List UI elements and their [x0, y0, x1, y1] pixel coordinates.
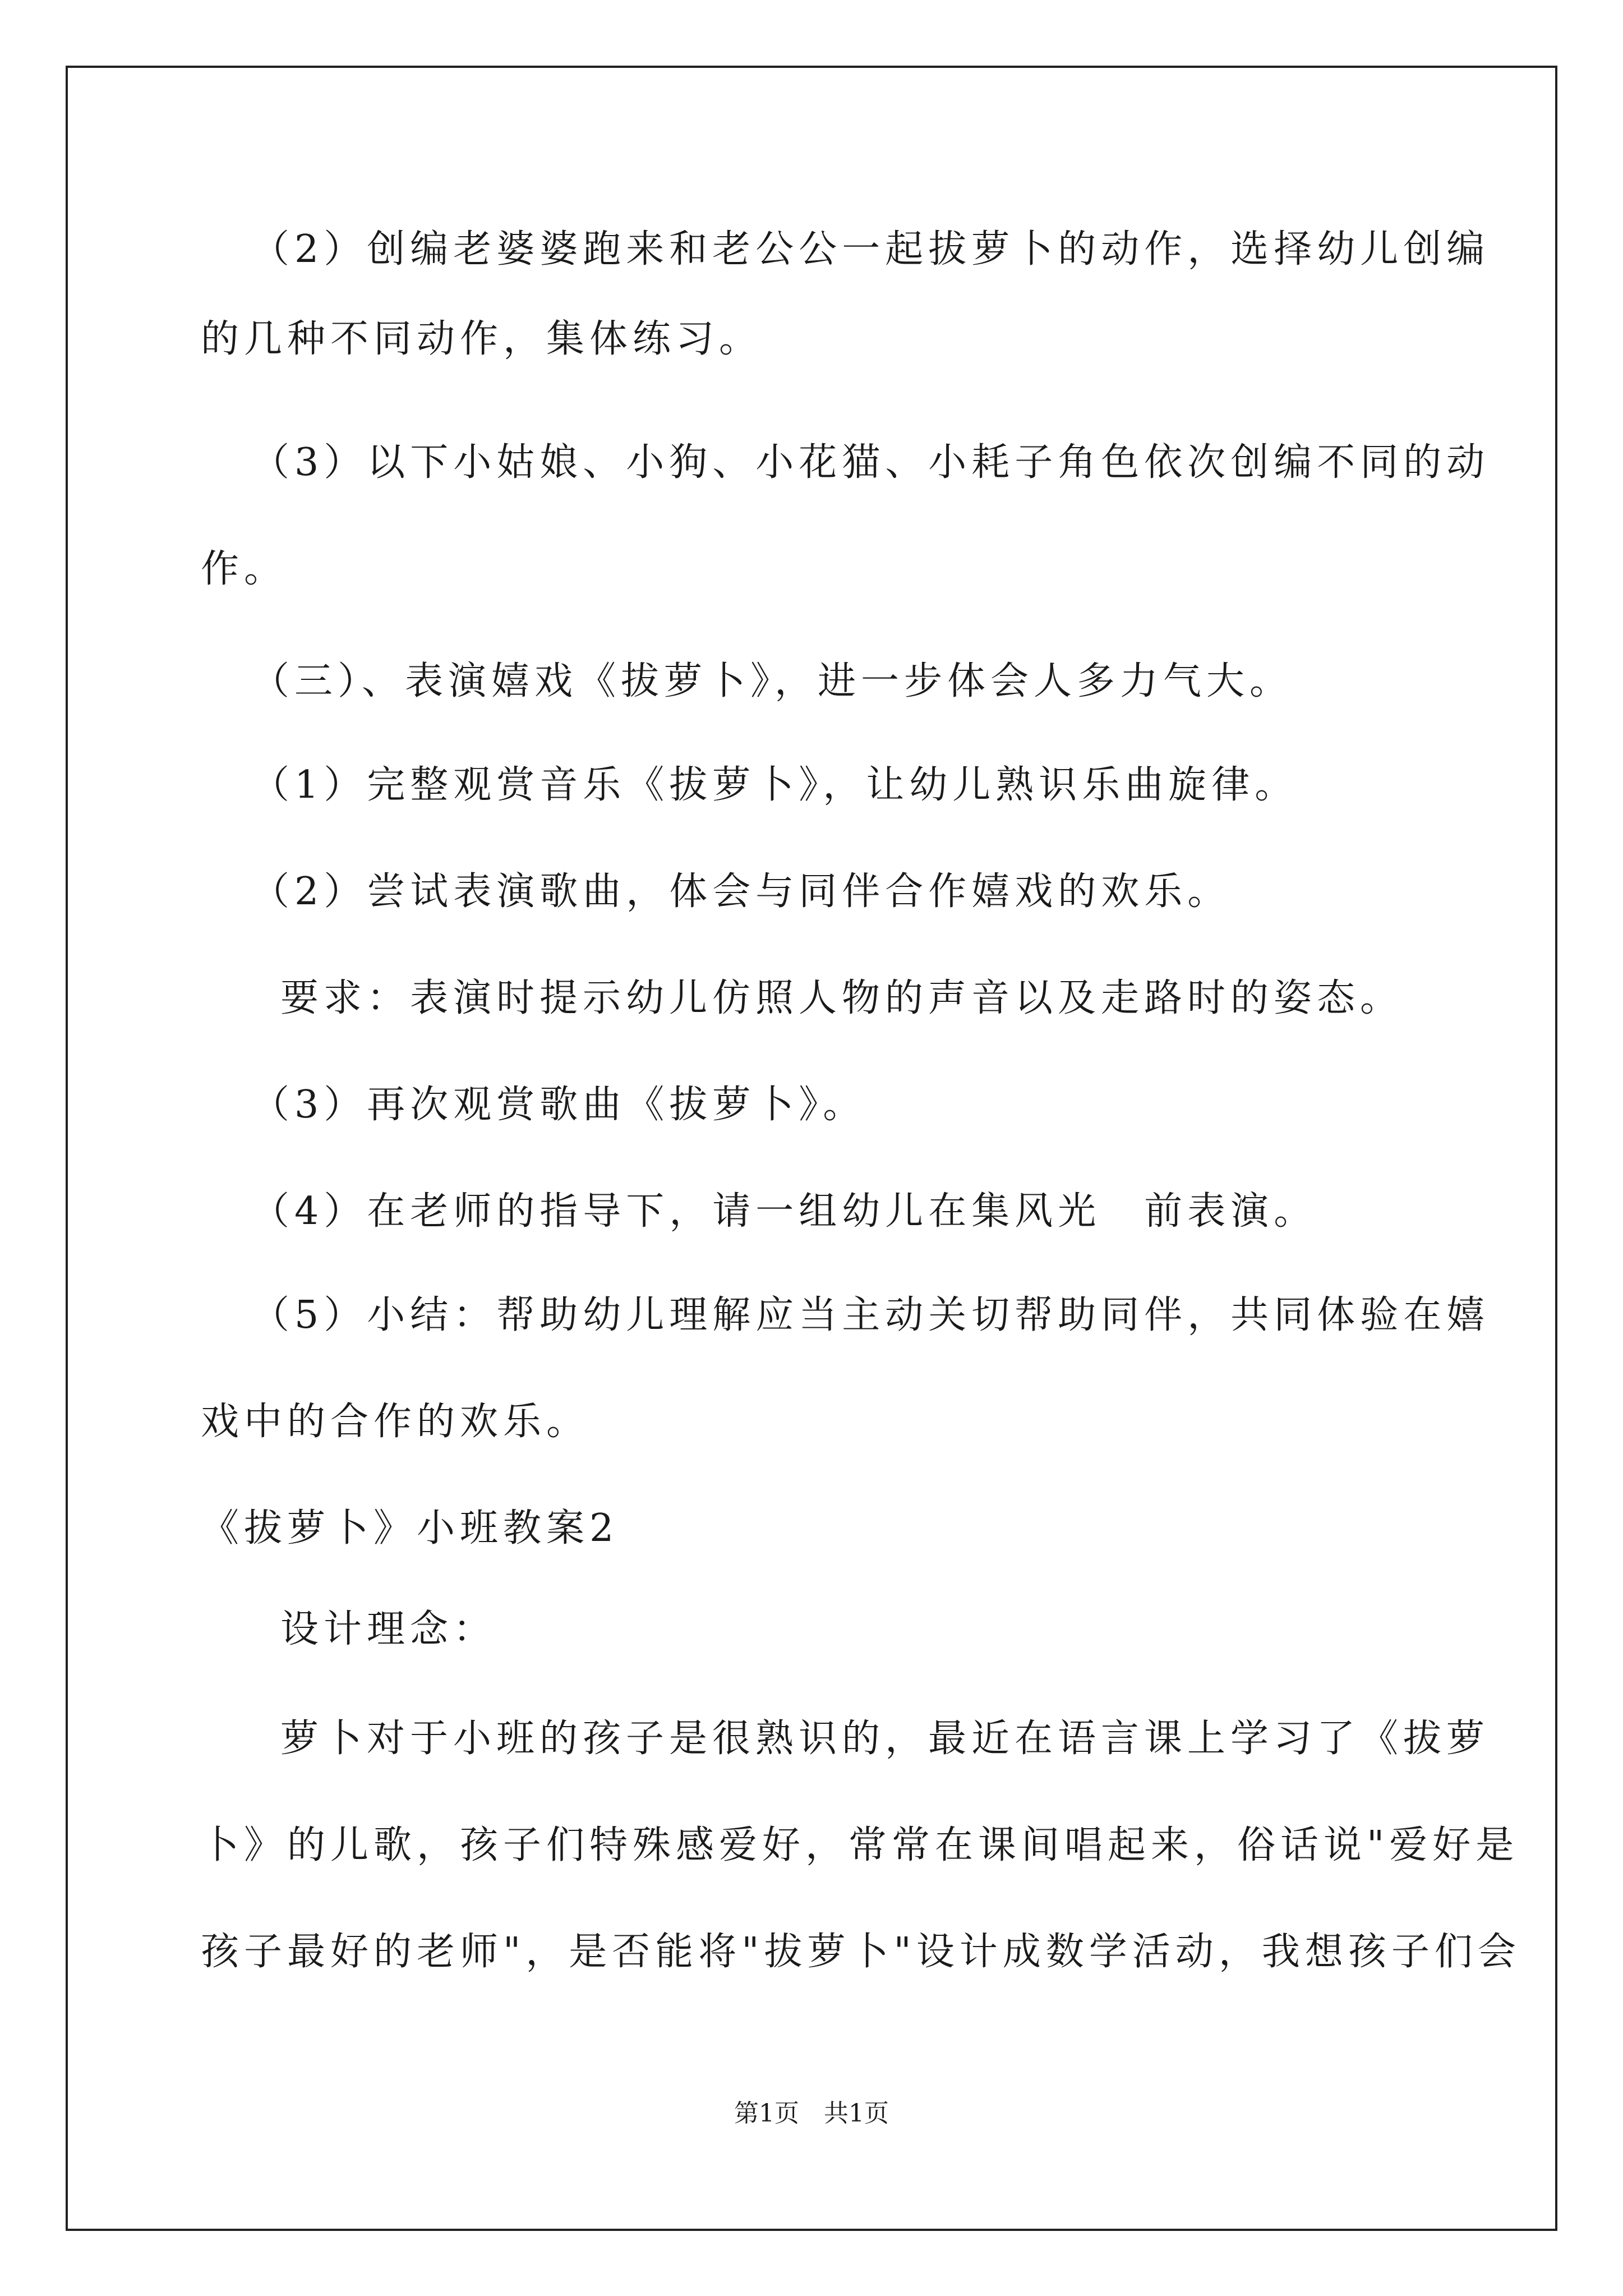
- page-footer: 第1页 共1页: [734, 2099, 889, 2128]
- text-line: （1）完整观赏音乐《拔萝卜》，让幼儿熟识乐曲旋律。: [251, 763, 1298, 807]
- text-line: （2）创编老婆婆跑来和老公公一起拔萝卜的动作，选择幼儿创编: [251, 227, 1490, 272]
- text-line: 孩子最好的老师"，是否能将"拔萝卜"设计成数学活动，我想孩子们会: [201, 1930, 1521, 1974]
- text-line: 作。: [201, 547, 288, 591]
- text-line: （3）再次观赏歌曲《拔萝卜》。: [251, 1083, 866, 1127]
- page-border: [66, 66, 1557, 2231]
- text-line: （5）小结：帮助幼儿理解应当主动关切帮助同伴，共同体验在嬉: [251, 1293, 1490, 1337]
- text-line: 卜》的儿歌，孩子们特殊感爱好，常常在课间唱起来，俗话说"爱好是: [201, 1823, 1519, 1867]
- text-line: 设计理念：: [280, 1607, 497, 1651]
- text-line: （2）尝试表演歌曲，体会与同伴合作嬉戏的欢乐。: [251, 869, 1231, 914]
- section-heading: 《拔萝卜》小班教案2: [201, 1506, 619, 1550]
- text-line: （三）、表演嬉戏《拔萝卜》，进一步体会人多力气大。: [251, 659, 1293, 703]
- text-line: 戏中的合作的欢乐。: [201, 1400, 590, 1444]
- text-line: 的几种不同动作，集体练习。: [201, 317, 763, 361]
- text-line: （4）在老师的指导下，请一组幼儿在集风光 前表演。: [251, 1189, 1317, 1234]
- text-line: 萝卜对于小班的孩子是很熟识的，最近在语言课上学习了《拔萝: [280, 1717, 1490, 1761]
- text-line: 要求：表演时提示幼儿仿照人物的声音以及走路时的姿态。: [280, 976, 1404, 1020]
- text-line: （3）以下小姑娘、小狗、小花猫、小耗子角色依次创编不同的动: [251, 440, 1490, 485]
